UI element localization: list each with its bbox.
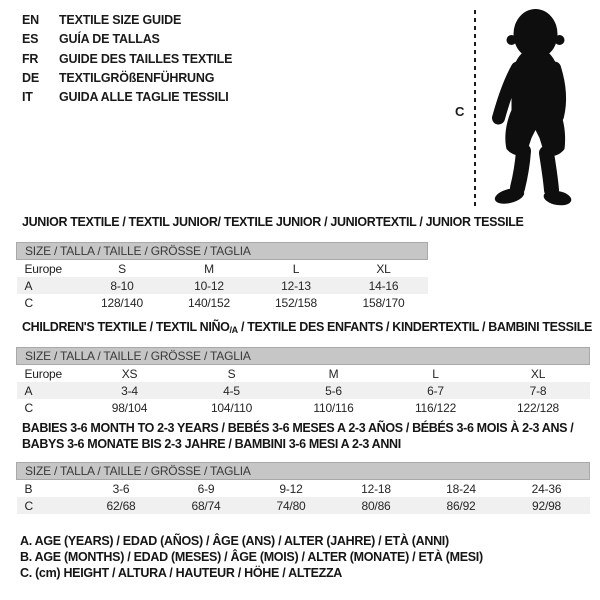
size-cell: 140/152 [188,295,230,310]
height-dashed-line [474,10,476,208]
size-cell: 62/68 [79,497,164,514]
size-cell: 86/92 [419,497,504,514]
size-cell: 10-12 [166,277,253,294]
size-cell: 128/140 [101,295,143,310]
size-cell: 3-4 [79,382,181,399]
size-cell: M [328,366,339,381]
size-cell: 7-8 [487,382,590,399]
size-cell: 74/80 [249,497,334,514]
size-header-bar: SIZE / TALLA / TAILLE / GRÖSSE / TAGLIA [17,243,428,260]
size-cell: 24-36 [531,481,562,496]
language-label: GUIDA ALLE TAGLIE TESSILI [59,90,229,105]
size-cell: L [292,261,300,276]
language-row [22,50,232,69]
size-table-children [16,347,590,416]
size-cell: 152/158 [275,295,317,310]
size-cell: L [432,366,439,381]
size-header-bar: SIZE / TALLA / TAILLE / GRÖSSE / TAGLIA [17,348,590,365]
size-cell: 110/116 [313,400,354,415]
section-title-line: BABYS 3-6 MONATE BIS 2-3 JAHRE / BAMBINI 3-6 MESI A 2-3 ANNI [22,436,401,451]
language-list [22,11,232,107]
section-title-text: / TEXTILE DES ENFANTS / KINDERTEXTIL / BAMBINI TESSILE [237,320,593,334]
language-row [22,88,232,107]
table-row [17,277,428,294]
table-row [17,497,590,514]
table-row [17,399,590,416]
section-title-text: CHILDREN'S TEXTILE / TEXTIL NIÑO [22,320,230,334]
size-cell: 8-10 [79,277,166,294]
row-label: Europe [24,261,62,276]
language-code: IT [22,90,33,105]
language-code: EN [22,13,39,27]
size-cell: XL [530,366,546,381]
row-label: C [24,295,33,310]
baby-silhouette-icon [479,6,592,210]
section-title-children [22,320,592,335]
size-cell: 12-18 [361,481,391,496]
size-cell: 18-24 [446,481,476,496]
row-label: C [24,400,33,415]
table-row [17,382,590,399]
legend-line-a: A. AGE (YEARS) / EDAD (AÑOS) / ÂGE (ANS) / ALTER (JAHRE) / ETÀ (ANNI) [20,534,449,548]
table-row [17,260,428,278]
row-label: B [24,481,33,496]
table-row [17,294,428,311]
table-row [17,480,590,498]
section-title-babies [22,421,573,452]
size-cell: 14-16 [340,277,428,294]
language-row [22,30,232,49]
section-title-subscript: /A [229,325,238,335]
language-row [22,69,232,88]
language-row [22,11,232,30]
size-cell: 6-9 [197,481,215,496]
size-cell: 122/128 [517,400,560,415]
language-code: DE [22,70,39,85]
language-label: TEXTILE SIZE GUIDE [59,13,182,27]
section-title-junior: JUNIOR TEXTILE / TEXTIL JUNIOR/ TEXTILE JUNIOR / JUNIORTEXTIL / JUNIOR TESSILE [22,215,524,229]
legend [20,533,483,581]
size-cell: 98/104 [111,400,148,415]
size-cell: S [118,261,126,276]
row-label: A [17,277,79,294]
size-cell: 158/170 [362,295,405,310]
section-title-line: BABIES 3-6 MONTH TO 2-3 YEARS / BEBÉS 3-6 MESES A 2-3 AÑOS / BÉBÉS 3-6 MOIS À 2-3 ANS / [22,421,574,435]
size-cell: 12-13 [253,277,340,294]
table-row [17,365,590,383]
size-table-junior [16,242,428,311]
size-cell: 104/110 [210,400,253,415]
size-cell: 92/98 [504,497,590,514]
language-label: GUÍA DE TALLAS [59,32,160,47]
language-code: FR [22,51,39,66]
language-code: ES [22,32,39,47]
size-cell: S [227,366,236,381]
language-label: GUIDE DES TAILLES TEXTILE [59,51,233,66]
legend-line-b: B. AGE (MONTHS) / EDAD (MESES) / ÂGE (MOIS) / ALTER (MONATE) / ETÀ (MESI) [20,550,483,564]
size-cell: 68/74 [164,497,249,514]
size-cell: XL [376,261,391,276]
size-cell: 4-5 [181,382,283,399]
size-cell: XS [121,366,138,381]
row-label: A [17,382,79,399]
height-measure-label: C [455,104,465,119]
size-cell: 9-12 [279,481,303,496]
size-cell: 80/86 [334,497,419,514]
size-cell: 3-6 [112,481,130,496]
language-label: TEXTILGRÖßENFÜHRUNG [59,70,215,85]
size-cell: M [204,261,214,276]
legend-line-c: C. (cm) HEIGHT / ALTURA / HAUTEUR / HÖHE / ALTEZZA [20,566,343,580]
size-header-bar: SIZE / TALLA / TAILLE / GRÖSSE / TAGLIA [17,463,590,480]
size-cell: 116/122 [414,400,457,415]
row-label: C [17,497,79,514]
row-label: Europe [24,366,62,381]
size-table-babies [16,462,590,514]
size-cell: 5-6 [283,382,385,399]
size-cell: 6-7 [385,382,487,399]
